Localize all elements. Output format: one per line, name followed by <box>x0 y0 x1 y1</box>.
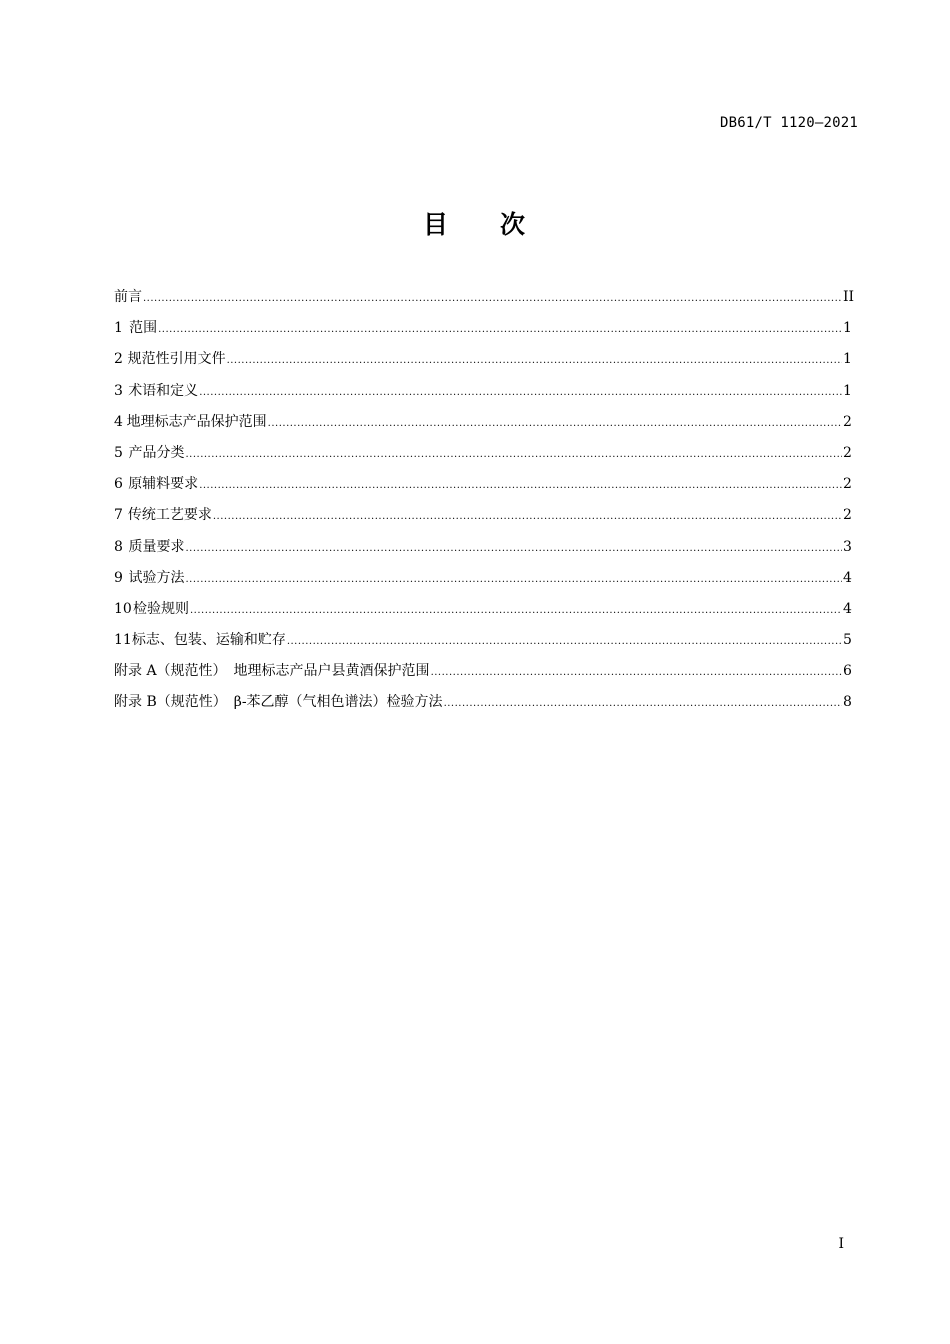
toc-entry-number: 5 <box>114 444 123 461</box>
toc-entry-page: 8 <box>843 694 852 711</box>
toc-entry-page: 2 <box>843 507 852 524</box>
toc-title-part2: 次 <box>500 210 528 239</box>
toc-entry-number: 3 <box>114 382 123 399</box>
toc-entry-7[interactable] <box>114 505 851 536</box>
toc-entry-page: 3 <box>843 538 852 555</box>
toc-leader <box>185 445 842 465</box>
toc-entry-text: 检验规则 <box>132 600 189 617</box>
toc-leader <box>431 663 842 683</box>
toc-entry-page: 2 <box>843 444 852 461</box>
toc-entry-text: 附录 A（规范性） 地理标志产品户县黄酒保护范围 <box>114 663 430 680</box>
toc-leader <box>199 383 842 403</box>
toc-entry-number: 4 <box>114 413 123 430</box>
toc-entry-8[interactable] <box>114 537 851 568</box>
toc-entry-4[interactable] <box>114 412 851 443</box>
toc-entry-number: 6 <box>114 476 123 493</box>
toc-entry-text: 前言 <box>114 289 142 305</box>
toc-title-part1: 目 <box>422 210 450 239</box>
toc-entry-text: 传统工艺要求 <box>127 507 212 524</box>
toc-entry-page: 6 <box>843 663 852 680</box>
toc-entry-5[interactable] <box>114 443 851 474</box>
toc-entry-1[interactable] <box>114 318 851 349</box>
toc-leader <box>227 351 842 371</box>
toc-entry-2[interactable] <box>114 349 851 380</box>
toc-entry-page: 4 <box>843 600 852 617</box>
toc-entry-page: 2 <box>843 476 852 493</box>
toc-entry-page: 1 <box>843 320 852 337</box>
toc-leader <box>199 476 842 496</box>
page-number: I <box>838 1236 844 1252</box>
toc-entry-number: 10 <box>114 600 132 617</box>
toc-entry-text: 产品分类 <box>128 444 185 461</box>
toc-entry-number: 9 <box>114 569 123 586</box>
toc-leader <box>213 507 842 527</box>
toc-leader <box>185 539 842 559</box>
toc-entry-page: 5 <box>843 632 852 649</box>
toc-entry-number: 11 <box>114 632 132 649</box>
toc-entry-number: 7 <box>114 507 123 524</box>
toc-entry-page: 1 <box>843 351 852 368</box>
toc-entry-10[interactable] <box>114 599 851 630</box>
toc-title <box>0 205 950 241</box>
toc-entry-3[interactable] <box>114 381 851 412</box>
toc-entry-page: 4 <box>843 569 852 586</box>
toc-leader <box>190 601 842 621</box>
toc-entry-foreword[interactable] <box>114 287 855 318</box>
toc-entry-number: 1 <box>114 320 123 337</box>
toc-entry-appendix-a[interactable] <box>114 661 851 692</box>
toc-entry-text: 范围 <box>129 320 158 337</box>
toc-leader <box>158 320 842 340</box>
toc-entry-text: 质量要求 <box>128 538 185 555</box>
toc-leader <box>444 694 842 714</box>
toc-entry-text: 原辅料要求 <box>128 476 199 493</box>
toc-leader <box>268 414 842 434</box>
toc-entry-number: 8 <box>114 538 123 555</box>
toc-entry-6[interactable] <box>114 474 851 505</box>
toc-entry-text: 地理标志产品保护范围 <box>126 413 267 430</box>
toc-entry-text: 试验方法 <box>128 569 185 586</box>
toc-leader <box>185 570 842 590</box>
toc-entry-text: 附录 B（规范性） β-苯乙醇（气相色谱法）检验方法 <box>114 694 443 711</box>
document-code: DB61/T 1120—2021 <box>719 115 858 131</box>
toc-entry-page: 1 <box>843 382 852 399</box>
toc-entry-9[interactable] <box>114 568 851 599</box>
toc-entry-text: 规范性引用文件 <box>127 351 226 368</box>
toc-entry-page: 2 <box>843 413 852 430</box>
toc-list <box>114 287 855 724</box>
toc-entry-page: II <box>843 289 855 305</box>
toc-entry-text: 标志、包装、运输和贮存 <box>131 632 286 649</box>
toc-leader <box>287 632 842 652</box>
toc-leader <box>143 289 842 309</box>
toc-entry-11[interactable] <box>114 630 851 661</box>
toc-entry-text: 术语和定义 <box>128 382 199 399</box>
toc-entry-appendix-b[interactable] <box>114 692 851 723</box>
toc-entry-number: 2 <box>114 351 123 368</box>
